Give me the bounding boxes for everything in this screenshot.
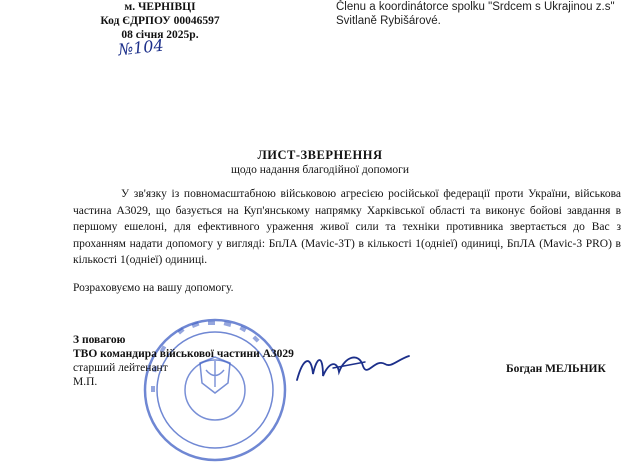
signer-name: Богдан МЕЛЬНИК [506,363,606,375]
document-subtitle: щодо надання благодійної допомоги [230,164,410,176]
closing-line: Розраховуємо на вашу допомогу. [73,282,234,294]
recipient-line-1: Členu a koordinátorce spolku "Srdcem s Ukrajinou z.s" [336,1,615,13]
body-paragraph: У зв'язку із повномасштабною військовою агресією російської федерації проти України, військова частина А3029, що базується на Куп'янському напрямку Харківської області та виконує бойові завдання в першому ешелоні, для ефективного ураження живої сили та техніки противника звертається до Вас з проханням надати допомогу у вигляді: БпЛА (Mavic-3T) в кількості 1(одніеї) одиниці, БпЛА (Mavic-3 PRO) в кількості 1(одніеї) одиниці. [73,188,621,266]
handwritten-letter-number: №104 [117,35,165,60]
document-title: ЛИСТ-ЗВЕРНЕННЯ [257,148,383,162]
signer-rank: старший лейтенант [73,362,168,374]
regards-line: З повагою [73,334,126,346]
sender-code: Код ЄДРПОУ 00046597 [100,15,220,27]
seal-place: М.П. [73,376,98,388]
recipient-header [336,0,636,28]
letter-date: 08 січня 2025р. [121,29,199,41]
handwritten-signature [293,348,413,388]
sender-city: м. ЧЕРНІВЦІ [124,1,196,13]
signer-position: ТВО командира військової частини А3029 [73,348,294,360]
recipient-line-2: Svitlaně Rybišárové. [336,15,441,27]
signature-block [73,333,294,389]
